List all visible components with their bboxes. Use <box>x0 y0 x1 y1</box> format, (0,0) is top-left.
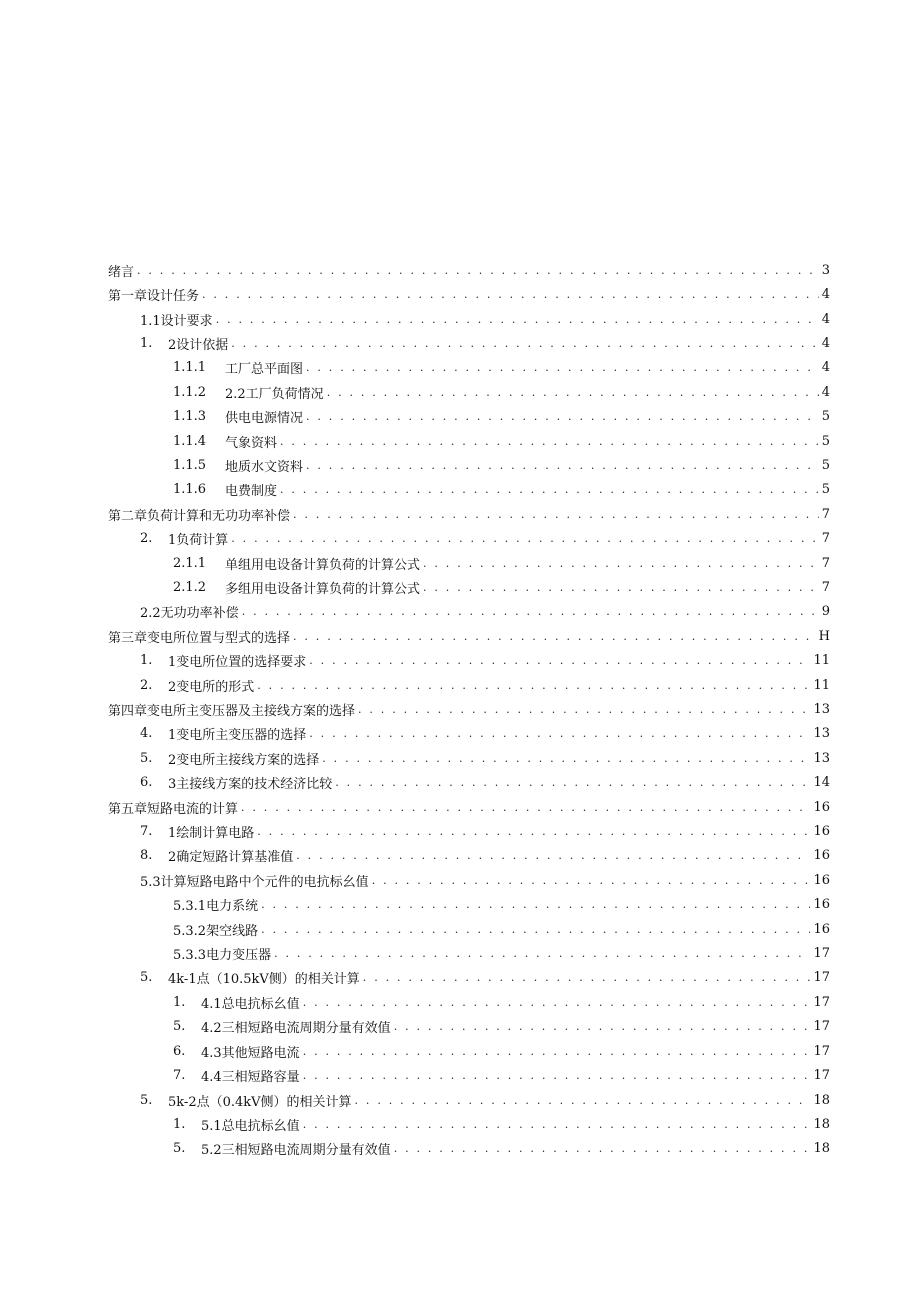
toc-entry[interactable] <box>108 624 830 648</box>
toc-entry[interactable] <box>108 1063 830 1087</box>
toc-entry-number: 1.1.2 <box>173 384 207 400</box>
dot-leader <box>322 753 810 764</box>
toc-entry-page-number: 18 <box>813 1116 830 1132</box>
toc-entry-title: 工厂总平面图 <box>225 362 304 378</box>
toc-entry-page-number: 4 <box>821 384 830 400</box>
toc-entry-page-number: 16 <box>813 799 830 815</box>
toc-entry-page-number: 17 <box>813 946 830 962</box>
toc-entry[interactable] <box>108 722 830 746</box>
toc-entry-number: 2. <box>140 677 153 693</box>
dot-leader <box>423 558 819 569</box>
dot-leader <box>335 777 810 788</box>
toc-entry-page-number: 18 <box>813 1092 830 1108</box>
toc-entry-title: 2变电所的形式 <box>168 679 255 695</box>
toc-entry[interactable] <box>108 1088 830 1112</box>
dot-leader <box>306 460 819 471</box>
toc-entry-label <box>173 1115 300 1134</box>
toc-entry-page-number: 5 <box>821 482 830 498</box>
toc-entry-page-number: 5 <box>821 457 830 473</box>
toc-entry-number: 1. <box>140 653 153 669</box>
toc-entry[interactable] <box>108 844 830 868</box>
toc-entry[interactable] <box>108 282 830 306</box>
toc-entry-label <box>173 554 420 573</box>
toc-entry-number: 2.1.1 <box>173 555 207 571</box>
toc-entry[interactable] <box>108 1015 830 1039</box>
toc-entry-number: 1.1.6 <box>173 482 207 498</box>
toc-entry-label <box>173 456 303 475</box>
toc-entry-title: 单组用电设备计算负荷的计算公式 <box>225 557 421 573</box>
toc-entry-page-number: 5 <box>821 409 830 425</box>
toc-entry[interactable] <box>108 575 830 599</box>
toc-entry[interactable] <box>108 917 830 941</box>
toc-entry-title: 4k-1点（10.5kV侧）的相关计算 <box>168 972 360 988</box>
dot-leader <box>216 314 819 325</box>
toc-entry[interactable] <box>108 429 830 453</box>
dot-leader <box>231 533 818 544</box>
toc-entry-label <box>173 578 420 597</box>
dot-leader <box>394 1143 811 1154</box>
toc-entry-label <box>140 529 228 548</box>
toc-entry[interactable] <box>108 649 830 673</box>
toc-entry-title: 2.2工厂负荷情况 <box>225 386 324 402</box>
toc-entry-title: 第二章负荷计算和无功功率补偿 <box>108 508 291 524</box>
toc-entry-title: 第一章设计任务 <box>108 289 200 305</box>
toc-entry[interactable] <box>108 526 830 550</box>
dot-leader <box>280 484 819 495</box>
dot-leader <box>306 362 819 373</box>
toc-entry-number: 8. <box>140 848 153 864</box>
toc-entry-label <box>140 773 332 792</box>
toc-entry-title: 4.4三相短路容量 <box>201 1070 300 1086</box>
toc-entry[interactable] <box>108 1137 830 1161</box>
toc-entry-title: 5k-2点（0.4kV侧）的相关计算 <box>168 1094 352 1110</box>
dot-leader <box>261 924 810 935</box>
toc-entry[interactable] <box>108 746 830 770</box>
toc-entry[interactable] <box>108 1039 830 1063</box>
toc-entry-number: 2.1.2 <box>173 579 207 595</box>
toc-entry-label <box>108 798 238 817</box>
toc-entry[interactable] <box>108 331 830 355</box>
dot-leader <box>231 338 818 349</box>
toc-entry-page-number: H <box>818 628 830 644</box>
toc-entry-label <box>108 285 199 304</box>
toc-entry-label <box>108 505 290 524</box>
toc-entry-page-number: 16 <box>813 848 830 864</box>
toc-entry-page-number: 7 <box>821 506 830 522</box>
toc-entry-page-number: 5 <box>821 433 830 449</box>
dot-leader <box>303 997 811 1008</box>
toc-entry-label <box>140 846 293 865</box>
toc-entry-number: 1.1.3 <box>173 409 207 425</box>
toc-entry-title: 气象资料 <box>225 435 278 451</box>
toc-entry[interactable] <box>108 941 830 965</box>
toc-entry[interactable] <box>108 600 830 624</box>
toc-entry-title: 电费制度 <box>225 484 278 500</box>
toc-entry-page-number: 13 <box>813 702 830 718</box>
dot-leader <box>261 899 810 910</box>
toc-entry[interactable] <box>108 673 830 697</box>
toc-entry-title: 地质水文资料 <box>225 459 304 475</box>
toc-entry-label <box>140 651 306 670</box>
toc-entry-page-number: 4 <box>821 360 830 376</box>
dot-leader <box>280 436 819 447</box>
toc-entry-label <box>140 871 369 890</box>
toc-entry-page-number: 17 <box>813 994 830 1010</box>
dot-leader <box>293 631 816 642</box>
toc-entry-label <box>173 1066 300 1085</box>
dot-leader <box>296 850 810 861</box>
dot-leader <box>355 1095 811 1106</box>
dot-leader <box>309 728 810 739</box>
dot-leader <box>303 1070 811 1081</box>
toc-entry-number: 2. <box>140 531 153 547</box>
toc-entry[interactable] <box>108 868 830 892</box>
toc-entry-number: 5. <box>140 970 153 986</box>
toc-entry-page-number: 3 <box>821 262 830 278</box>
toc-entry-title: 4.2三相短路电流周期分量有效值 <box>201 1021 391 1037</box>
toc-entry-title: 5.2三相短路电流周期分量有效值 <box>201 1143 391 1159</box>
toc-entry-title: 第三章变电所位置与型式的选择 <box>108 630 291 646</box>
toc-entry-number: 5. <box>173 1019 186 1035</box>
toc-entry-number: 1.1.1 <box>173 360 207 376</box>
toc-entry-title: 5.3.1电力系统 <box>173 899 259 915</box>
toc-entry-page-number: 4 <box>821 311 830 327</box>
toc-entry-number: 5. <box>140 1092 153 1108</box>
toc-entry-page-number: 13 <box>813 726 830 742</box>
dot-leader <box>327 387 819 398</box>
dot-leader <box>303 1046 811 1057</box>
dot-leader <box>306 411 819 422</box>
toc-entry-number: 1. <box>140 335 153 351</box>
toc-entry-number: 1.1.5 <box>173 457 207 473</box>
toc-entry-page-number: 16 <box>813 921 830 937</box>
toc-entry-title: 多组用电设备计算负荷的计算公式 <box>225 581 421 597</box>
dot-leader <box>274 948 810 959</box>
toc-entry-number: 5. <box>173 1141 186 1157</box>
dot-leader <box>372 875 811 886</box>
toc-entry[interactable] <box>108 258 830 282</box>
toc-entry-page-number: 18 <box>813 1141 830 1157</box>
dot-leader <box>394 1021 811 1032</box>
toc-entry[interactable] <box>108 697 830 721</box>
toc-entry-page-number: 11 <box>813 653 830 669</box>
toc-entry[interactable] <box>108 819 830 843</box>
toc-entry-title: 第四章变电所主变压器及主接线方案的选择 <box>108 704 356 720</box>
toc-entry-page-number: 14 <box>813 775 830 791</box>
dot-leader <box>309 655 810 666</box>
toc-entry-title: 1变电所主变压器的选择 <box>168 728 307 744</box>
toc-entry-number: 7. <box>140 824 153 840</box>
toc-entry[interactable] <box>108 990 830 1014</box>
toc-entry[interactable] <box>108 307 830 331</box>
toc-entry-page-number: 7 <box>821 579 830 595</box>
toc-entry-number: 1.1.4 <box>173 433 207 449</box>
toc-entry-number: 1. <box>173 994 186 1010</box>
toc-entry-label <box>140 1091 352 1110</box>
table-of-contents <box>108 258 830 1161</box>
toc-entry-page-number: 17 <box>813 970 830 986</box>
toc-entry[interactable] <box>108 453 830 477</box>
toc-entry-label <box>173 480 277 499</box>
toc-entry-label <box>140 968 360 987</box>
dot-leader <box>293 509 819 520</box>
toc-entry[interactable] <box>108 404 830 428</box>
toc-entry-page-number: 13 <box>813 750 830 766</box>
toc-entry-title: 绪言 <box>108 264 135 280</box>
toc-entry-label <box>140 334 228 353</box>
dot-leader <box>202 289 819 300</box>
toc-entry[interactable] <box>108 893 830 917</box>
toc-entry-number: 1. <box>173 1116 186 1132</box>
toc-entry-title: 1.1设计要求 <box>140 313 213 329</box>
toc-entry-page-number: 17 <box>813 1043 830 1059</box>
dot-leader <box>423 582 819 593</box>
toc-entry-title: 1变电所位置的选择要求 <box>168 655 307 671</box>
dot-leader <box>137 265 819 276</box>
toc-entry-number: 7. <box>173 1068 186 1084</box>
dot-leader <box>303 1119 811 1130</box>
toc-entry-number: 4. <box>140 726 153 742</box>
toc-entry-title: 第五章短路电流的计算 <box>108 801 239 817</box>
toc-entry-label <box>108 261 134 280</box>
toc-entry[interactable] <box>108 502 830 526</box>
toc-entry-page-number: 9 <box>821 604 830 620</box>
toc-entry-number: 6. <box>140 775 153 791</box>
toc-entry-label <box>108 700 355 719</box>
toc-entry-title: 2.2无功功率补偿 <box>140 606 239 622</box>
toc-entry-title: 1负荷计算 <box>168 533 229 549</box>
toc-entry[interactable] <box>108 478 830 502</box>
toc-entry-title: 2设计依据 <box>168 337 229 353</box>
toc-entry-label <box>173 383 324 402</box>
toc-entry-page-number: 4 <box>821 287 830 303</box>
toc-entry-page-number: 16 <box>813 872 830 888</box>
toc-entry-label <box>173 358 303 377</box>
toc-entry-label <box>140 822 254 841</box>
dot-leader <box>241 802 810 813</box>
toc-entry-title: 4.3其他短路电流 <box>201 1045 300 1061</box>
dot-leader <box>257 680 810 691</box>
toc-entry-page-number: 7 <box>821 555 830 571</box>
toc-entry-page-number: 17 <box>813 1068 830 1084</box>
toc-entry-number: 6. <box>173 1043 186 1059</box>
toc-entry[interactable] <box>108 380 830 404</box>
dot-leader <box>257 826 810 837</box>
toc-entry-page-number: 11 <box>813 677 830 693</box>
toc-entry-page-number: 16 <box>813 824 830 840</box>
toc-entry-title: 3主接线方案的技术经济比较 <box>168 777 333 793</box>
toc-entry[interactable] <box>108 771 830 795</box>
toc-entry-title: 2确定短路计算基准值 <box>168 850 294 866</box>
toc-entry-title: 4.1总电抗标幺值 <box>201 996 300 1012</box>
toc-entry-label <box>140 724 306 743</box>
toc-entry-page-number: 7 <box>821 531 830 547</box>
toc-entry-title: 5.3.2架空线路 <box>173 923 259 939</box>
toc-entry-label <box>173 1017 391 1036</box>
toc-entry[interactable] <box>108 795 830 819</box>
dot-leader <box>363 972 811 983</box>
toc-entry-number: 5. <box>140 750 153 766</box>
toc-entry-label <box>173 993 300 1012</box>
toc-entry[interactable] <box>108 356 830 380</box>
toc-entry-label <box>140 310 213 329</box>
toc-entry[interactable] <box>108 551 830 575</box>
toc-entry-title: 1绘制计算电路 <box>168 826 255 842</box>
toc-entry-label <box>173 407 303 426</box>
dot-leader <box>358 704 810 715</box>
toc-entry-label <box>173 895 258 914</box>
toc-entry-title: 5.3.3电力变压器 <box>173 948 272 964</box>
toc-entry-label <box>173 944 271 963</box>
toc-entry-label <box>140 749 319 768</box>
dot-leader <box>242 606 819 617</box>
toc-entry-label <box>140 676 254 695</box>
toc-entry-label <box>173 1139 391 1158</box>
toc-entry-label <box>108 627 290 646</box>
toc-entry-title: 供电电源情况 <box>225 411 304 427</box>
toc-entry[interactable] <box>108 966 830 990</box>
toc-entry-label <box>173 432 277 451</box>
toc-entry-page-number: 16 <box>813 897 830 913</box>
toc-entry-title: 5.3计算短路电路中个元件的电抗标幺值 <box>140 874 369 890</box>
toc-entry-label <box>140 602 239 621</box>
toc-entry-title: 5.1总电抗标幺值 <box>201 1118 300 1134</box>
toc-entry-page-number: 4 <box>821 335 830 351</box>
toc-entry-label <box>173 1042 300 1061</box>
toc-entry[interactable] <box>108 1112 830 1136</box>
toc-entry-title: 2变电所主接线方案的选择 <box>168 752 320 768</box>
toc-entry-label <box>173 920 258 939</box>
toc-entry-page-number: 17 <box>813 1019 830 1035</box>
